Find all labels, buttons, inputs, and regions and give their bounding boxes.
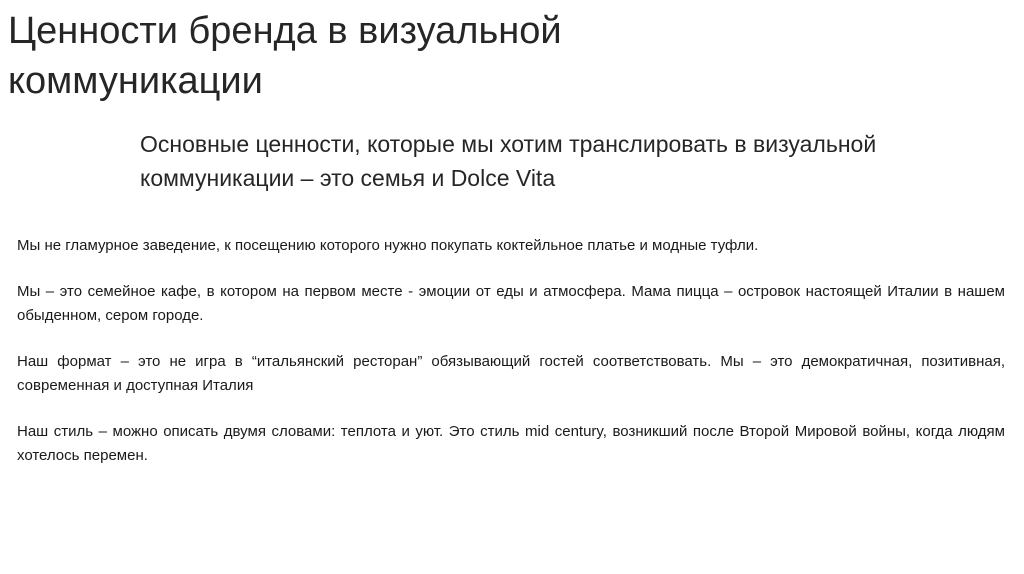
paragraph: Наш формат – это не игра в “итальянский ресторан” обязывающий гостей соответствовать. Мы – это демократичная, позитивная, современная и доступная Италия <box>17 353 1005 394</box>
paragraph: Мы – это семейное кафе, в котором на первом месте - эмоции от еды и атмосфера. Мама пицца – островок настоящей Италии в нашем обыденном, сером городе. <box>17 283 1005 324</box>
body-text <box>17 234 1005 468</box>
paragraph: Мы не гламурное заведение, к посещению которого нужно покупать коктейльное платье и модные туфли. <box>17 237 759 254</box>
slide-subtitle: Основные ценности, которые мы хотим транслировать в визуальной коммуникации – это семья и Dolce Vita <box>140 131 877 191</box>
paragraph: Наш стиль – можно описать двумя словами: теплота и уют. Это стиль mid century, возникший после Второй Мировой войны, когда людям хотелось перемен. <box>17 423 1005 464</box>
slide-title: Ценности бренда в визуальной коммуникации <box>8 10 562 102</box>
